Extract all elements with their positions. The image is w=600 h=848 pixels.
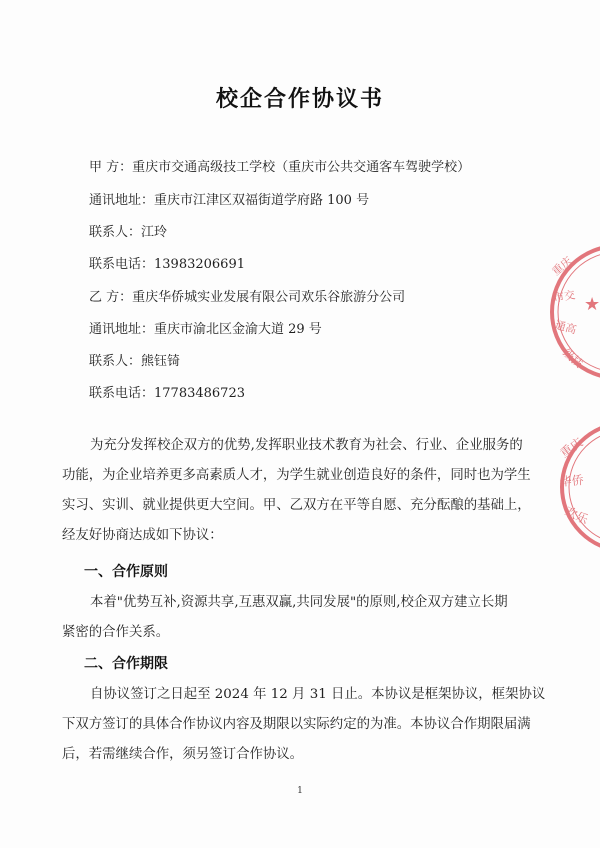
svg-text:欢乐: 欢乐 [562, 504, 591, 527]
section-line: 自协议签订之日起至 2024 年 12 月 31 日止。本协议是框架协议，框架协议 [90, 687, 546, 702]
company-seal-mark [557, 423, 600, 551]
party-a-address: 通讯地址：重庆市江津区双福街道学府路 100 号 [89, 193, 370, 208]
party-b-address: 通讯地址：重庆市渝北区金渝大道 29 号 [89, 322, 322, 337]
svg-text:级技: 级技 [560, 346, 586, 371]
svg-text:华侨: 华侨 [559, 472, 585, 489]
svg-text:★: ★ [584, 294, 600, 315]
party-a-name: 甲 方：重庆市交通高级技工学校（重庆市公共交通客车驾驶学校） [89, 160, 471, 175]
party-b-name: 乙 方：重庆华侨城实业发展有限公司欢乐谷旅游分公司 [89, 290, 406, 305]
intro-line: 功能，为企业培养更多高素质人才，为学生就业创造良好的条件，同时也为学生 [62, 468, 531, 483]
svg-text:重庆: 重庆 [549, 254, 575, 279]
party-a-contact: 联系人：江玲 [89, 225, 168, 240]
section-line: 紧密的合作关系。 [62, 625, 170, 640]
intro-paragraph [62, 431, 562, 551]
party-b-contact: 联系人：熊钰锜 [89, 354, 181, 369]
section-heading-term: 二、合作期限 [84, 656, 168, 672]
party-a-phone: 联系电话：13983206691 [89, 257, 245, 272]
section-body-term [62, 680, 562, 770]
school-seal-mark [549, 246, 600, 378]
svg-text:市交: 市交 [552, 288, 577, 305]
section-line: 本着"优势互补,资源共享,互惠双赢,共同发展"的原则,校企双方建立长期 [90, 595, 508, 610]
intro-line: 实习、实训、就业提供更大空间。甲、乙双方在平等自愿、充分酝酿的基础上， [62, 498, 531, 513]
document-title: 校企合作协议书 [215, 87, 384, 112]
school-seal [540, 232, 600, 392]
intro-line: 为充分发挥校企双方的优势,发挥职业技术教育为社会、行业、企业服务的 [90, 438, 523, 453]
section-line: 下双方签订的具体合作协议内容及期限以实际约定的为准。本协议合作期限届满 [62, 717, 531, 732]
page-number: 1 [297, 786, 303, 796]
section-line: 后，若需继续合作，须另签订合作协议。 [62, 747, 304, 762]
svg-text:通高: 通高 [553, 318, 578, 337]
intro-line: 经友好协商达成如下协议： [62, 528, 223, 543]
company-seal [556, 412, 600, 562]
section-body-principles [62, 588, 562, 648]
section-heading-principles: 一、合作原则 [84, 564, 168, 580]
svg-text:重庆: 重庆 [557, 435, 586, 461]
party-b-phone: 联系电话：17783486723 [89, 386, 245, 401]
